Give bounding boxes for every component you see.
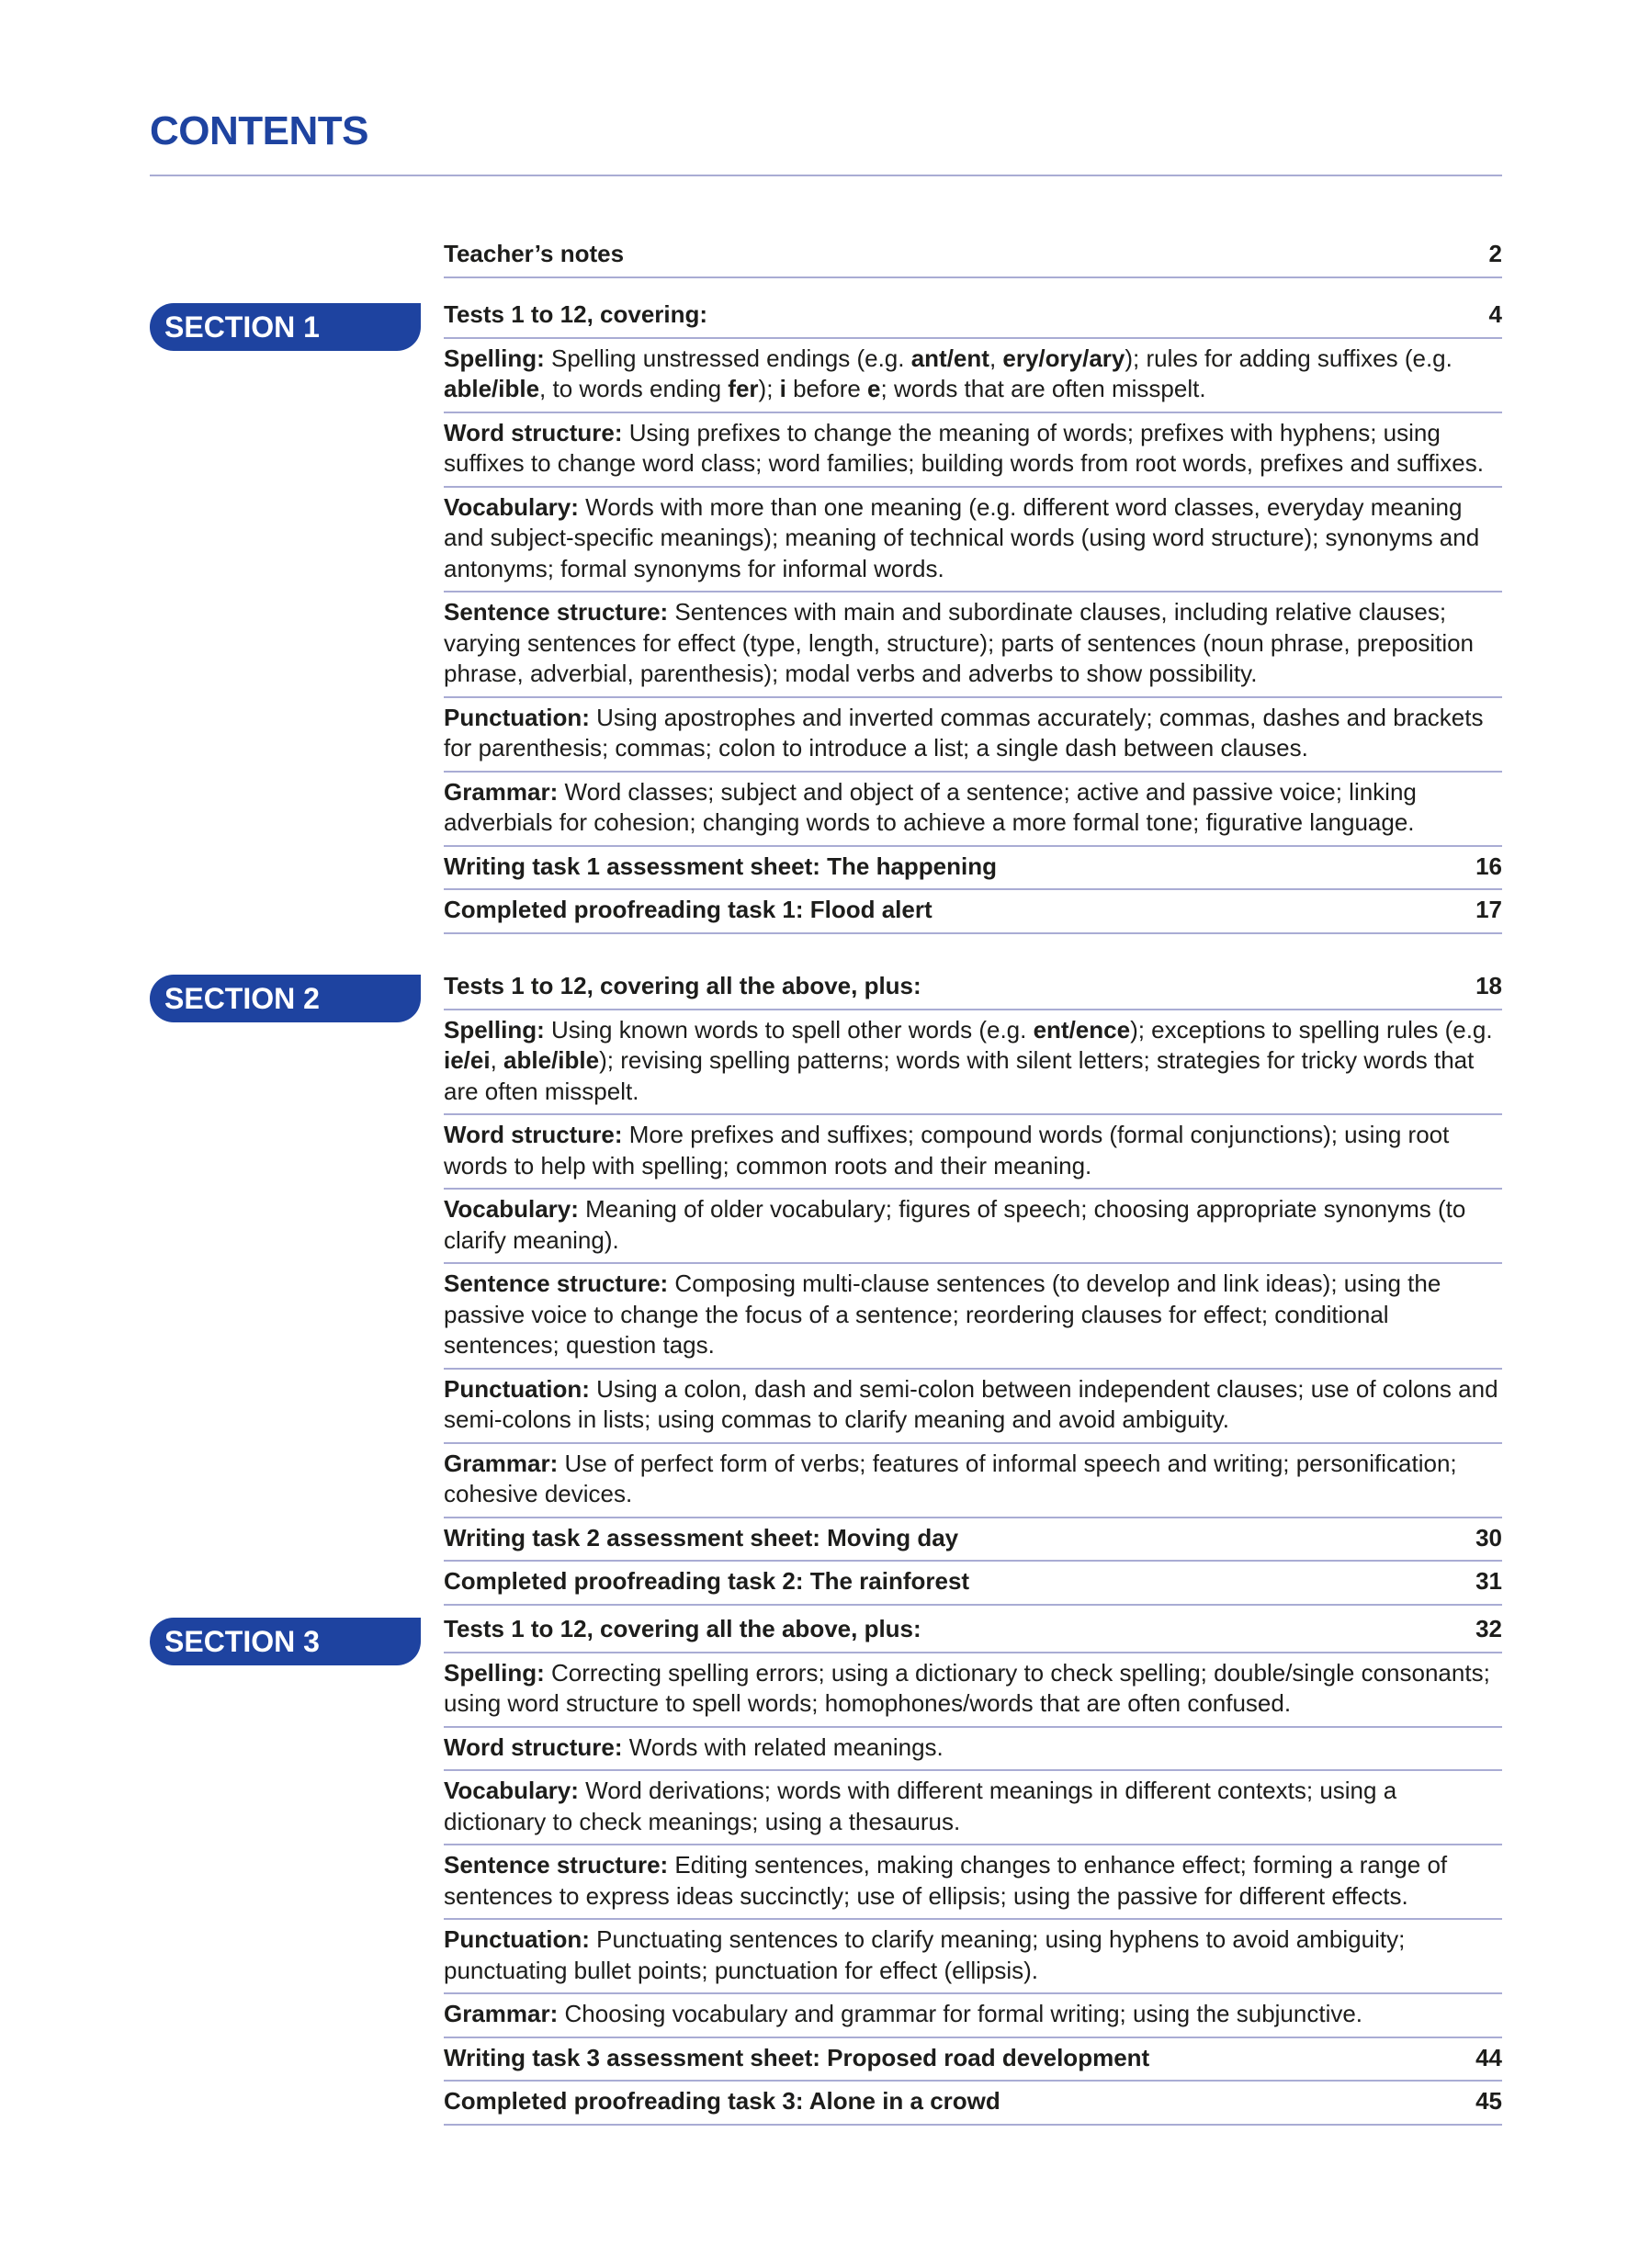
section-1-badge[interactable]: SECTION 1 xyxy=(150,303,421,351)
topic-row xyxy=(444,1370,1502,1444)
topic-text: Punctuating sentences to clarify meaning; using hyphens to avoid ambiguity; punctuating bullet points; punctuation for effect (ellipsis). xyxy=(444,1925,1406,1984)
task-label: Completed proofreading task 1: Flood alert xyxy=(444,896,933,923)
topic-text: Using prefixes to change the meaning of words; prefixes with hyphens; using suffixes to change word class; word families; building words from root words, prefixes and suffixes. xyxy=(444,418,1484,477)
section-3-badge[interactable]: SECTION 3 xyxy=(150,1618,421,1665)
teachers-notes-row-wrap xyxy=(444,234,1502,278)
tests-heading-page: 18 xyxy=(1475,972,1502,999)
topic-emphasis: able/ible xyxy=(503,1046,600,1074)
topic-text: Words with related meanings. xyxy=(622,1732,944,1761)
topic-text: , xyxy=(490,1046,504,1074)
task-page: 16 xyxy=(1475,852,1502,880)
topic-text: before xyxy=(786,375,868,402)
topic-heading: Punctuation: xyxy=(444,1925,590,1953)
topic-heading: Word structure: xyxy=(444,1732,623,1761)
topic-heading: Punctuation: xyxy=(444,1374,590,1403)
topic-emphasis: i xyxy=(779,375,786,402)
topic-heading: Sentence structure: xyxy=(444,598,669,626)
topic-row xyxy=(444,698,1502,773)
task-label: Writing task 2 assessment sheet: Moving day xyxy=(444,1523,959,1551)
topic-text: Using known words to spell other words (e.g. xyxy=(544,1015,1034,1044)
task-label: Writing task 3 assessment sheet: Proposed road development xyxy=(444,2043,1150,2071)
section-1-rows xyxy=(444,295,1502,934)
topic-heading: Grammar: xyxy=(444,2000,559,2027)
topic-row xyxy=(444,1264,1502,1370)
topic-text: Word derivations; words with different meanings in different contexts; using a dictionary to check meanings; using a thesaurus. xyxy=(444,1777,1397,1835)
task-page: 17 xyxy=(1475,896,1502,923)
topic-heading: Word structure: xyxy=(444,1121,623,1148)
topic-text: Correcting spelling errors; using a dictionary to check spelling; double/single consonants; using word structure to spell words; homophones/words that are often confused. xyxy=(444,1658,1490,1717)
topic-text: ); exceptions to spelling rules (e.g. xyxy=(1130,1015,1493,1044)
topic-heading: Vocabulary: xyxy=(444,1777,579,1804)
topic-emphasis: ant/ent xyxy=(910,344,989,372)
topic-row xyxy=(444,1010,1502,1116)
tests-heading-label: Tests 1 to 12, covering all the above, plus: xyxy=(444,1615,921,1642)
tests-heading-label: Tests 1 to 12, covering all the above, plus: xyxy=(444,972,921,999)
task-row[interactable] xyxy=(444,890,1502,934)
tests-heading-row[interactable] xyxy=(444,1609,1502,1653)
topic-row xyxy=(444,1920,1502,1994)
task-row[interactable] xyxy=(444,2082,1502,2126)
section-3-rows xyxy=(444,1609,1502,2126)
topic-heading: Spelling: xyxy=(444,344,545,372)
teachers-notes-row[interactable] xyxy=(444,234,1502,278)
topic-heading: Sentence structure: xyxy=(444,1851,669,1879)
tests-heading-row[interactable] xyxy=(444,966,1502,1010)
page-title: CONTENTS xyxy=(150,108,368,153)
topic-row xyxy=(444,1444,1502,1518)
task-page: 45 xyxy=(1475,2087,1502,2115)
task-page: 44 xyxy=(1475,2043,1502,2071)
topic-emphasis: fer xyxy=(728,375,759,402)
section-2-badge[interactable]: SECTION 2 xyxy=(150,975,421,1022)
topic-heading: Grammar: xyxy=(444,777,559,806)
topic-row xyxy=(444,1653,1502,1728)
topic-text: ); xyxy=(758,375,780,402)
topic-heading: Punctuation: xyxy=(444,703,590,731)
topic-row xyxy=(444,1771,1502,1845)
topic-text: Meaning of older vocabulary; figures of speech; choosing appropriate synonyms (to clarify meaning). xyxy=(444,1195,1466,1254)
task-row[interactable] xyxy=(444,847,1502,891)
title-divider xyxy=(150,175,1502,176)
section-2-rows xyxy=(444,966,1502,1606)
topic-heading: Spelling: xyxy=(444,1658,545,1687)
teachers-notes-page: 2 xyxy=(1488,240,1502,267)
topic-text: ; words that are often misspelt. xyxy=(880,375,1206,402)
tests-heading-page: 4 xyxy=(1488,300,1502,328)
topic-row xyxy=(444,1845,1502,1920)
topic-emphasis: ent/ence xyxy=(1033,1015,1131,1044)
topic-emphasis: e xyxy=(867,375,881,402)
tests-heading-page: 32 xyxy=(1475,1615,1502,1642)
topic-text: ); rules for adding suffixes (e.g. xyxy=(1125,344,1452,372)
topic-text: Choosing vocabulary and grammar for formal writing; using the subjunctive. xyxy=(558,2000,1363,2027)
topic-row xyxy=(444,773,1502,847)
topic-row xyxy=(444,339,1502,413)
teachers-notes-label: Teacher’s notes xyxy=(444,240,625,267)
topic-text: Editing sentences, making changes to enhance effect; forming a range of sentences to express ideas succinctly; use of ellipsis; using the passive for different effects. xyxy=(444,1851,1448,1910)
task-label: Completed proofreading task 2: The rainforest xyxy=(444,1567,970,1595)
topic-text: Using a colon, dash and semi-colon between independent clauses; use of colons and semi-colons in lists; using commas to clarify meaning and avoid ambiguity. xyxy=(444,1374,1498,1433)
topic-text: Sentences with main and subordinate clauses, including relative clauses; varying sentences for effect (type, length, structure); parts of sentences (noun phrase, preposition phrase, adverbial, parenthesis); modal verbs and adverbs to show possibility. xyxy=(444,598,1475,687)
topic-heading: Vocabulary: xyxy=(444,492,579,521)
task-label: Completed proofreading task 3: Alone in a crowd xyxy=(444,2087,1000,2115)
topic-heading: Spelling: xyxy=(444,1015,545,1044)
task-page: 30 xyxy=(1475,1523,1502,1551)
topic-text: More prefixes and suffixes; compound words (formal conjunctions); using root words to help with spelling; common roots and their meaning. xyxy=(444,1121,1450,1179)
task-page: 31 xyxy=(1475,1567,1502,1595)
task-row[interactable] xyxy=(444,2038,1502,2082)
topic-row xyxy=(444,1115,1502,1190)
tests-heading-label: Tests 1 to 12, covering: xyxy=(444,300,708,328)
topic-heading: Grammar: xyxy=(444,1449,559,1477)
topic-text: , xyxy=(989,344,1003,372)
topic-row xyxy=(444,413,1502,488)
topic-row xyxy=(444,1728,1502,1772)
topic-row xyxy=(444,592,1502,698)
topic-emphasis: able/ible xyxy=(444,375,540,402)
topic-text: Use of perfect form of verbs; features of informal speech and writing; personification; cohesive devices. xyxy=(444,1449,1457,1507)
topic-row xyxy=(444,488,1502,593)
task-label: Writing task 1 assessment sheet: The happening xyxy=(444,852,998,880)
task-row[interactable] xyxy=(444,1562,1502,1606)
topic-row xyxy=(444,1994,1502,2038)
topic-text: , to words ending xyxy=(539,375,729,402)
tests-heading-row[interactable] xyxy=(444,295,1502,339)
topic-heading: Sentence structure: xyxy=(444,1269,669,1297)
task-row[interactable] xyxy=(444,1518,1502,1563)
topic-text: Word classes; subject and object of a sentence; active and passive voice; linking adverbials for cohesion; changing words to achieve a more formal tone; figurative language. xyxy=(444,777,1417,836)
topic-heading: Vocabulary: xyxy=(444,1195,579,1223)
topic-heading: Word structure: xyxy=(444,418,623,446)
topic-text: ); revising spelling patterns; words with silent letters; strategies for tricky words that are often misspelt. xyxy=(444,1046,1475,1105)
topic-text: Spelling unstressed endings (e.g. xyxy=(544,344,911,372)
topic-text: Using apostrophes and inverted commas accurately; commas, dashes and brackets for parenthesis; commas; colon to introduce a list; a single dash between clauses. xyxy=(444,703,1484,762)
topic-text: Words with more than one meaning (e.g. different word classes, everyday meaning and subject-specific meanings); meaning of technical words (using word structure); synonyms and antonyms; formal synonyms for informal words. xyxy=(444,492,1480,582)
topic-text: Composing multi-clause sentences (to develop and link ideas); using the passive voice to change the focus of a sentence; reordering clauses for effect; conditional sentences; question tags. xyxy=(444,1269,1441,1359)
topic-row xyxy=(444,1190,1502,1264)
topic-emphasis: ery/ory/ary xyxy=(1002,344,1125,372)
topic-emphasis: ie/ei xyxy=(444,1046,491,1074)
